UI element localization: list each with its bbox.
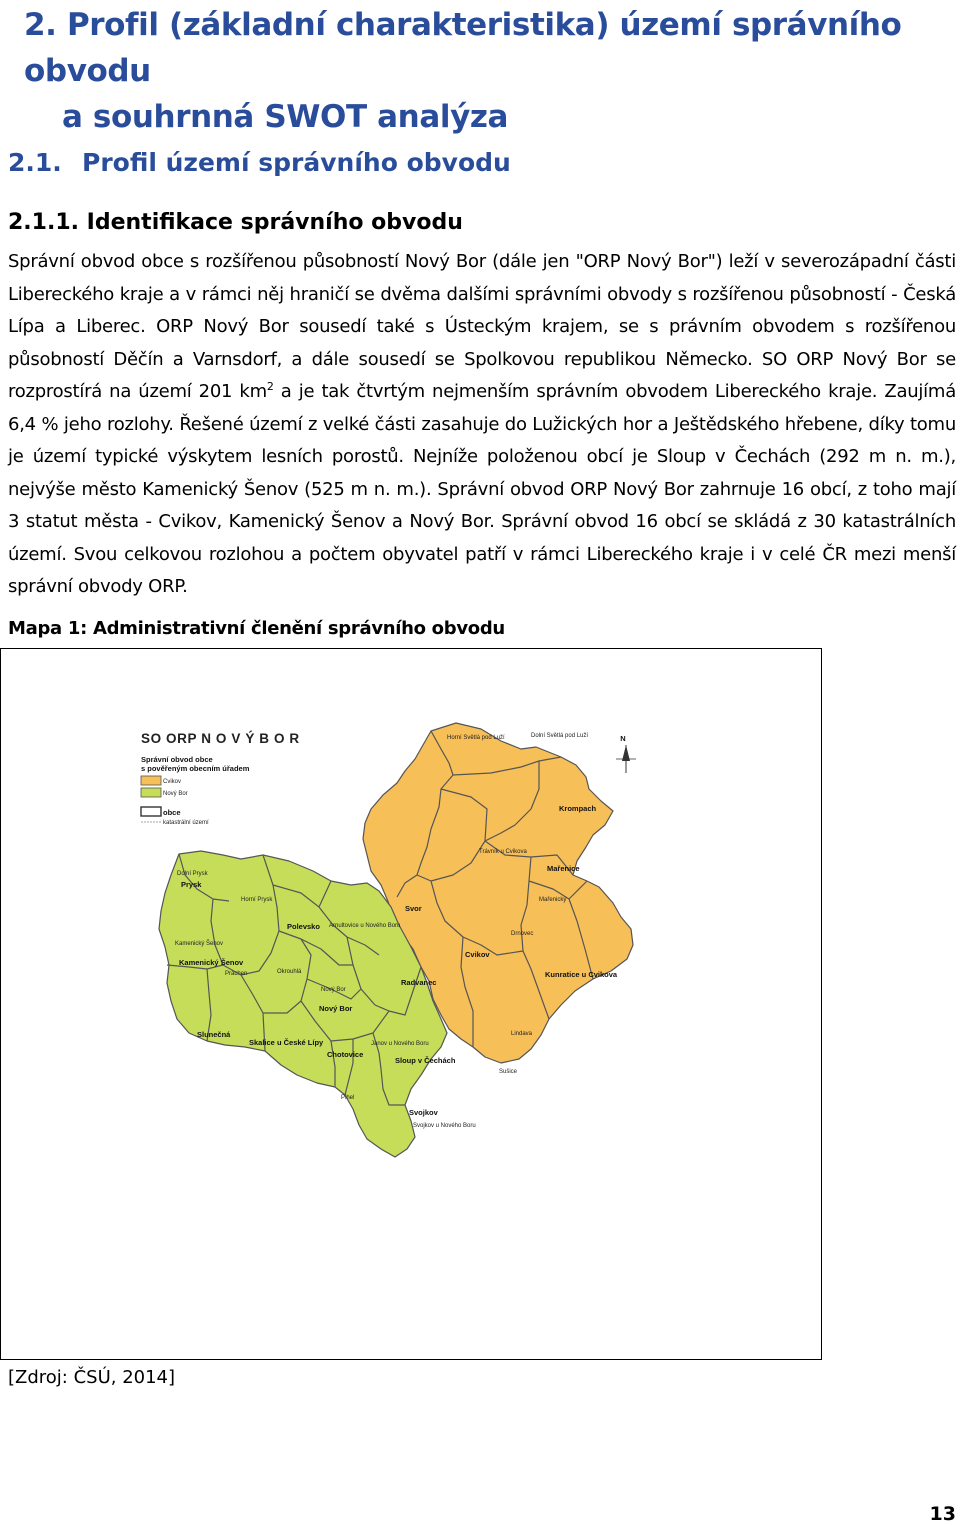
label-radvanec: Radvanec xyxy=(401,978,437,987)
label-okrouhla: Okrouhlá xyxy=(277,969,302,975)
paragraph-part1: Správní obvod obce s rozšířenou působností Nový Bor (dále jen "ORP Nový Bor") leží v severozápadní části Libereckého kraje a v rámci něj hraničí se dvěma dalšími správními obvody s rozšířenou působností - Česká Lípa a Liberec. ORP Nový Bor sousedí také s Ústeckým krajem, se s právním obvodem s rozšířenou působností Děčín a Varnsdorf, a dále sousedí se Spolkovou republikou Německo. SO ORP Nový Bor se rozprostírá na území 201 km xyxy=(8,251,956,402)
label-dolni-svetla: Dolní Světlá pod Luží xyxy=(531,733,589,739)
legend-heading-2: s pověřeným obecním úřadem xyxy=(141,764,250,773)
legend-swatch-novy-bor xyxy=(141,788,161,797)
legend-heading-1: Správní obvod obce xyxy=(141,755,213,764)
north-label: N xyxy=(620,734,626,743)
legend-label-katastr: katastrální území xyxy=(163,820,209,826)
label-horni-prysk: Horní Prysk xyxy=(241,897,273,903)
label-horni-svetla: Horní Světlá pod Luží xyxy=(447,735,505,741)
label-marenice: Mařenice xyxy=(547,864,580,873)
label-svor: Svor xyxy=(405,904,422,913)
section-number: 2.1. xyxy=(8,148,62,177)
section-title: Profil území správního obvodu xyxy=(82,148,511,177)
label-prachen: Práchen xyxy=(225,971,248,977)
chapter-heading xyxy=(24,2,954,140)
label-janov: Janov u Nového Boru xyxy=(371,1041,429,1047)
label-prysk: Prysk xyxy=(181,880,202,889)
legend-swatch-obce xyxy=(141,807,161,816)
paragraph-part2: a je tak čtvrtým nejmenším správním obvodem Libereckého kraje. Zaujímá 6,4 % jeho rozlohy. Řešené území z velké části zasahuje do Lužických hor a Ještědského hřebene, díky tomu je území typické výskytem lesních porostů. Nejníže položenou obcí je Sloup v Čechách (292 m n. m.), nejvýše město Kamenický Šenov (525 m n. m.). Správní obvod ORP Nový Bor zahrnuje 16 obcí, z toho mají 3 statut města - Cvikov, Kamenický Šenov a Nový Bor. Správní obvod 16 obcí se skládá z 30 katastrálních území. Svou celkovou rozlohou a počtem obyvatel patří v rámci Libereckého kraje i v celé ČR mezi menší správní obvody ORP. xyxy=(8,381,956,597)
map-figure xyxy=(0,648,822,1360)
map-title: SO ORP N O V Ý B O R xyxy=(141,731,300,746)
label-svojkov-sub: Svojkov u Nového Boru xyxy=(413,1123,476,1129)
label-novy-bor: Nový Bor xyxy=(319,1004,353,1013)
label-kam-senov-small: Kamenický Šenov xyxy=(175,941,224,947)
section-heading xyxy=(8,146,511,180)
label-marenicky: Mařenický xyxy=(539,897,567,903)
label-chotovice: Chotovice xyxy=(327,1050,364,1059)
label-svojkov: Svojkov xyxy=(409,1108,438,1117)
legend-label-novy-bor: Nový Bor xyxy=(163,791,188,797)
north-arrow-icon xyxy=(616,734,636,773)
label-krompach: Krompach xyxy=(559,804,597,813)
source-note: [Zdroj: ČSÚ, 2014] xyxy=(8,1367,176,1388)
superscript-2: 2 xyxy=(266,380,274,393)
map-svg xyxy=(1,649,823,1361)
label-slunecna: Slunečná xyxy=(197,1030,231,1039)
legend-label-cvikov: Cvikov xyxy=(163,779,182,785)
label-nb-small: Nový Bor xyxy=(321,987,346,993)
legend-label-obce: obce xyxy=(163,808,181,817)
label-kunratice: Kunratice u Cvikova xyxy=(545,970,618,979)
label-arnultovice: Arnultovice u Nového Boru xyxy=(329,923,401,929)
label-kam-senov: Kamenický Šenov xyxy=(179,958,244,967)
label-drnovec: Drnovec xyxy=(511,931,534,937)
label-sloup: Sloup v Čechách xyxy=(395,1056,456,1065)
chapter-heading-line2: a souhrnná SWOT analýza xyxy=(62,99,509,135)
map-caption: Mapa 1: Administrativní členění správního obvodu xyxy=(8,618,505,639)
label-cvikov: Cvikov xyxy=(465,950,490,959)
page-number: 13 xyxy=(929,1503,956,1525)
label-susice: Sušice xyxy=(499,1069,518,1075)
label-travnik: Trávník u Cvikova xyxy=(479,849,527,855)
body-paragraph xyxy=(8,246,956,604)
subsection-heading: 2.1.1. Identifikace správního obvodu xyxy=(8,210,463,235)
chapter-heading-line1: 2. Profil (základní charakteristika) území správního obvodu xyxy=(24,7,902,89)
label-pihel: Pihel xyxy=(341,1095,355,1101)
label-skalice: Skalice u České Lípy xyxy=(249,1038,324,1047)
label-lindava: Lindava xyxy=(511,1031,533,1037)
label-dolni-prysk: Dolní Prysk xyxy=(177,871,208,877)
label-polevsko: Polevsko xyxy=(287,922,320,931)
legend-swatch-cvikov xyxy=(141,776,161,785)
